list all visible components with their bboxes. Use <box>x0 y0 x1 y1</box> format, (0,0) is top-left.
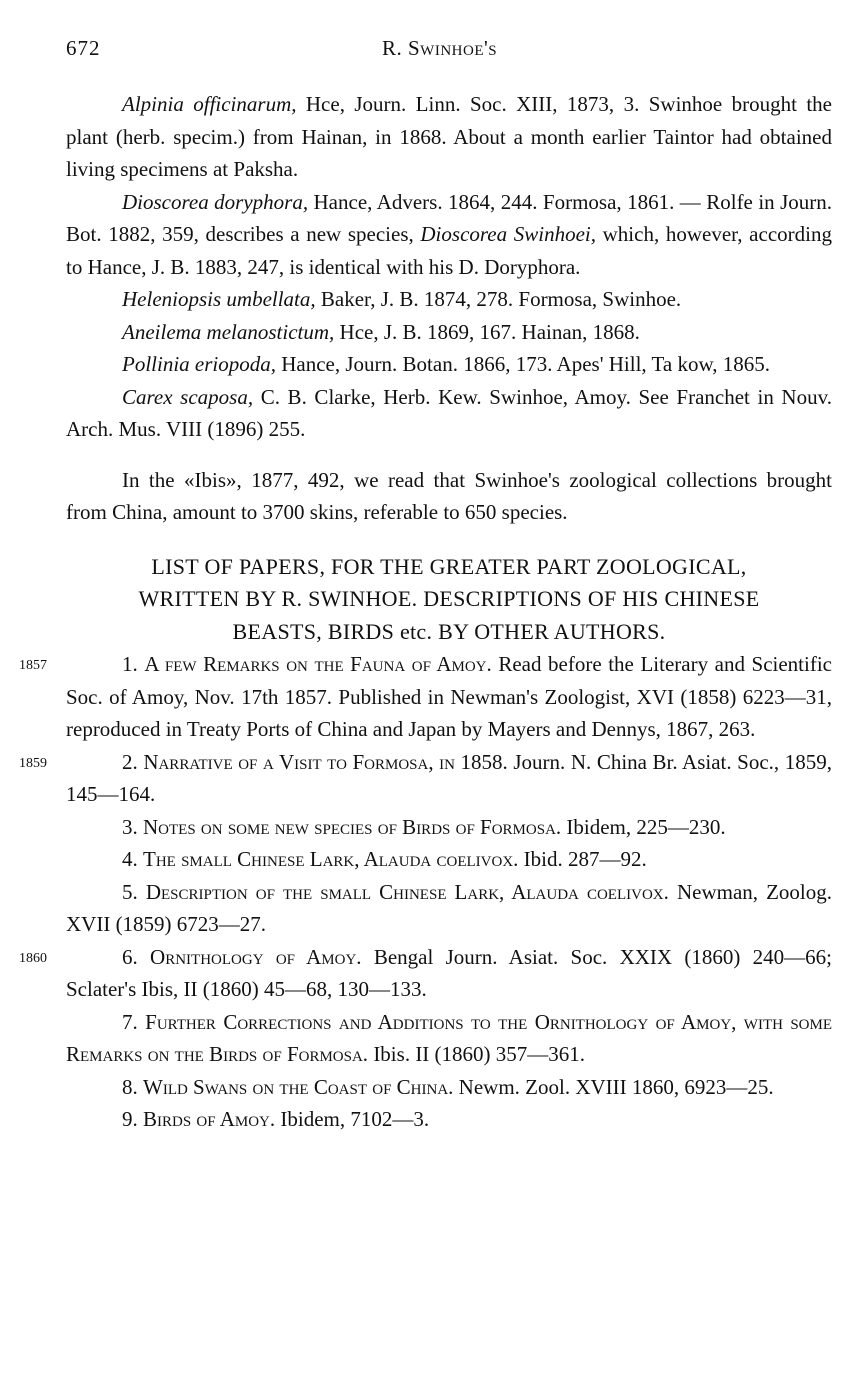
list-heading-line: BEASTS, BIRDS etc. BY OTHER AUTHORS. <box>232 618 666 644</box>
species-name: Dioscorea Swinhoei, <box>420 222 596 246</box>
paper-title: Further Corrections and Additions to the Ornithology of Amoy, with some Remarks on the Birds of Formosa. <box>66 1009 833 1066</box>
plant-reference: C. B. Clarke, Herb. Kew. Swinhoe, Amoy. See Franchet in Nouv. Arch. Mus. VIII (1896) 255. <box>66 384 832 441</box>
margin-year: 1857 <box>19 658 47 673</box>
paper-number: 8. <box>122 1074 138 1099</box>
paper-reference: Newm. Zool. XVIII 1860, 6923—25. <box>453 1074 774 1099</box>
species-name: Aneilema melanostictum, <box>122 319 335 344</box>
paper-entry <box>66 876 832 941</box>
ibis-note: In the «Ibis», 1877, 492, we read that Swinhoe's zoological collections brought from China, amount to 3700 skins, referable to 650 species. <box>66 467 832 524</box>
paper-reference: Ibis. II (1860) 357—361. <box>368 1042 586 1066</box>
paper-entry <box>19 648 832 746</box>
paper-number: 2. <box>122 749 138 774</box>
paper-title: Narrative of a Visit to Formosa, in <box>143 749 455 774</box>
plant-entry <box>66 316 832 349</box>
paper-reference: Read before the Literary and Scientific Soc. of Amoy, Nov. 17th 1857. Published in Newman's Zoologist, XVI (1858) 6223—31, reproduced in Treaty Ports of China and Japan by Mayers and Dennys, 1867, 263. <box>66 652 832 741</box>
paper-reference: Ibidem, 7102—3. <box>275 1107 430 1131</box>
plant-entry <box>66 283 832 316</box>
list-heading-line: LIST OF PAPERS, FOR THE GREATER PART ZOOLOGICAL, <box>151 553 747 579</box>
paper-title: Birds of Amoy. <box>143 1107 276 1131</box>
paper-entry <box>66 811 832 844</box>
species-name: Carex scaposa, <box>122 384 254 409</box>
plant-reference: Hance, Journ. Botan. 1866, 173. Apes' Hill, Ta kow, 1865. <box>276 352 771 376</box>
plant-reference: Hce, Journ. Linn. Soc. XIII, 1873, 3. Swinhoe brought the plant (herb. specim.) from Hainan, in 1868. About a month earlier Taintor had obtained living specimens at Paksha. <box>66 92 833 181</box>
running-title: R. Swinhoe's <box>382 36 498 60</box>
page-number: 672 <box>66 36 101 60</box>
paper-entry <box>66 1006 832 1071</box>
plant-entry <box>66 348 832 381</box>
paper-number: 5. <box>122 879 138 904</box>
paper-title: Ornithology of Amoy. <box>150 944 362 969</box>
paper-number: 7. <box>122 1009 138 1034</box>
plant-entry <box>66 186 832 284</box>
species-name: Alpinia officinarum, <box>122 92 297 116</box>
plant-reference: which, however, according to Hance, J. B. 1883, 247, is identical with his D. Doryphora. <box>66 222 832 279</box>
page-header <box>66 36 830 66</box>
paper-reference: Ibidem, 225—230. <box>561 814 726 839</box>
paper-reference: 1858. Journ. N. China Br. Asiat. Soc., 1859, 145—164. <box>66 749 832 806</box>
paper-entry <box>66 1071 832 1104</box>
paper-number: 4. <box>122 847 138 871</box>
list-heading-line: WRITTEN BY R. SWINHOE. DESCRIPTIONS OF HIS CHINESE <box>138 586 760 611</box>
paper-title: The small Chinese Lark, Alauda coelivox. <box>143 847 519 871</box>
species-name: Dioscorea doryphora, <box>122 189 309 214</box>
paper-number: 3. <box>122 814 138 839</box>
species-name: Heleniopsis umbellata, <box>122 287 316 311</box>
paper-entry <box>19 746 832 811</box>
paper-reference: Bengal Journ. Asiat. Soc. XXIX (1860) 240—66; Sclater's Ibis, II (1860) 45—68, 130—133. <box>66 944 832 1001</box>
plant-reference: Baker, J. B. 1874, 278. Formosa, Swinhoe. <box>315 287 682 311</box>
paper-title: Notes on some new species of Birds of Formosa. <box>143 814 562 839</box>
plant-entry <box>66 381 832 446</box>
plant-entry <box>66 88 832 186</box>
paper-title: Wild Swans on the Coast of China. <box>143 1074 454 1099</box>
paper-title: Description of the small Chinese Lark, Alauda coelivox. <box>145 879 669 904</box>
paper-entry <box>66 1103 832 1136</box>
paper-entry <box>19 941 832 1006</box>
paper-number: 6. <box>122 944 138 969</box>
plant-reference: Hce, J. B. 1869, 167. Hainan, 1868. <box>334 319 640 344</box>
margin-year: 1859 <box>19 755 47 771</box>
body-text <box>19 88 833 1136</box>
plant-reference: Hance, Advers. 1864, 244. Formosa, 1861. — Rolfe in Journ. Bot. 1882, 359, describes a new species, <box>66 189 833 246</box>
paper-title: A few Remarks on the Fauna of Amoy. <box>144 652 492 676</box>
margin-year: 1860 <box>19 950 47 966</box>
species-name: Pollinia eriopoda, <box>122 352 276 376</box>
paper-reference: Newman, Zoolog. XVII (1859) 6723—27. <box>66 879 832 936</box>
paper-number: 9. <box>122 1107 138 1131</box>
paper-reference: Ibid. 287—92. <box>518 847 647 871</box>
paper-entry <box>66 843 832 876</box>
paper-number: 1. <box>122 652 138 676</box>
